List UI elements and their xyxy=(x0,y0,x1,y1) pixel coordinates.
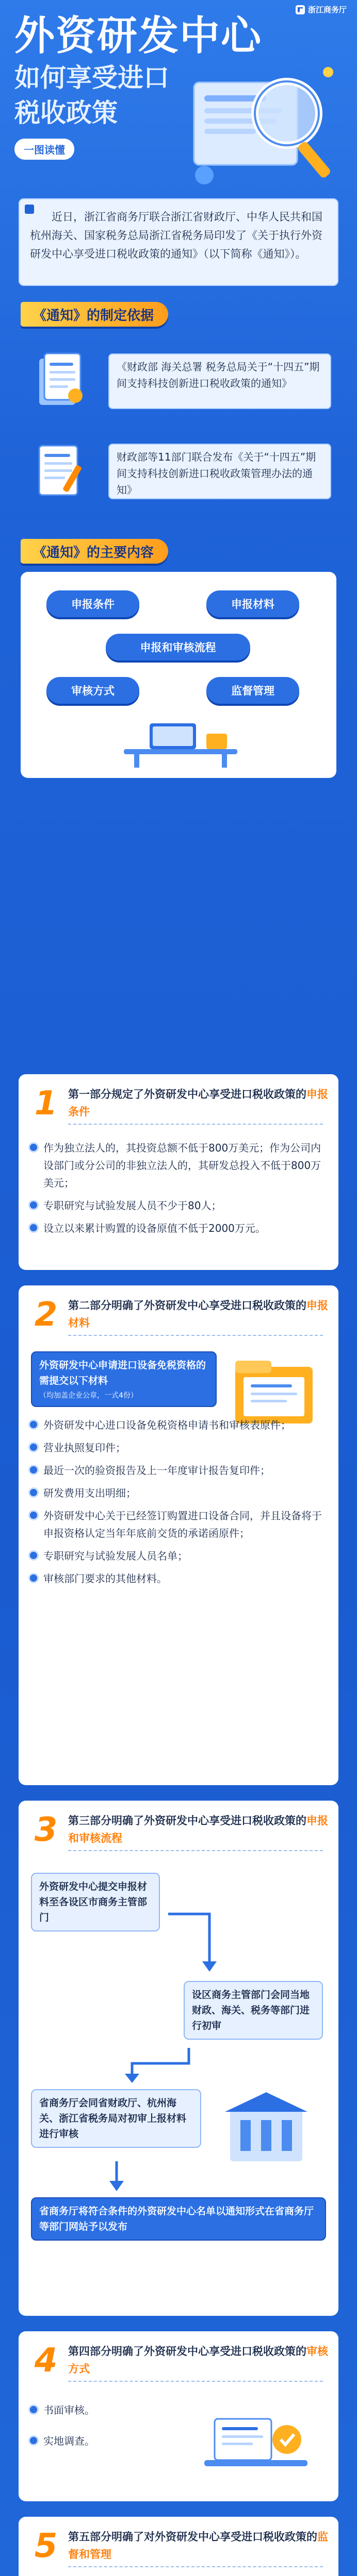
flow-step-4: 省商务厅将符合条件的外资研发中心名单以通知形式在省商务厅等部门网站予以发布 xyxy=(31,2197,326,2241)
part-number-text: 1 xyxy=(34,1084,58,1123)
content-item: 申报材料 xyxy=(206,590,299,617)
content-map-section xyxy=(0,572,357,788)
part-title-text: 第一部分规定了外资研发中心享受进口税收政策的 xyxy=(68,1088,306,1100)
part-5-card xyxy=(19,2517,338,2576)
part-2-card xyxy=(19,1285,338,1785)
arrow-down-icon xyxy=(101,2161,132,2192)
part-3-header xyxy=(19,1801,338,1857)
document-stack-icon xyxy=(29,348,91,410)
basis-item-text: 《财政部 海关总署 税务总局关于“十四五”期间支持科技创新进口税收政策的通知》 xyxy=(108,353,331,409)
content-item: 监督管理 xyxy=(206,677,299,704)
brand-logo xyxy=(296,4,347,15)
bullet-item: 作为独立法人的，其投资总额不低于800万美元；作为公司内设部门或分公司的非独立法人的，其研发总投入不低于800万美元； xyxy=(19,1139,338,1192)
content-item: 申报和审核流程 xyxy=(106,634,250,660)
content-item: 申报条件 xyxy=(46,590,139,617)
content-heading: 《通知》的主要内容 xyxy=(21,539,168,564)
part-4-number xyxy=(30,2341,62,2381)
part-title-text: 第五部分明确了对外资研发中心享受进口税收政策的 xyxy=(68,2531,317,2543)
bullet-item: 研发费用支出明细； xyxy=(19,1484,338,1502)
hero-title-sub-1: 如何享受进口 xyxy=(14,62,169,93)
flow-step-1: 外资研发中心提交申报材料至各设区市商务主管部门 xyxy=(31,1873,160,1931)
document-pen-icon xyxy=(29,438,91,500)
basis-section xyxy=(0,335,357,531)
hero-title-sub-2: 税收政策 xyxy=(14,98,118,128)
hero-title-main: 外资研发中心 xyxy=(14,13,263,59)
basis-heading-row xyxy=(0,294,357,335)
part-title-text: 第二部分明确了外资研发中心享受进口税收政策的 xyxy=(68,1299,306,1312)
part-5-title xyxy=(68,2528,328,2563)
intro-paragraph: 近日，浙江省商务厅联合浙江省财政厅、中华人民共和国杭州海关、国家税务总局浙江省税务局印发了《关于执行外资研发中心享受进口税收政策的通知》（以下简称《通知》）。 xyxy=(19,198,338,286)
flow-step-2: 设区商务主管部门会同当地财政、海关、税务等部门进行初审 xyxy=(184,1981,323,2040)
bullet-item: 外资研发中心关于已经签订购置进口设备合同，并且设备将于申报资格认定当年年底前交货的承诺函原件； xyxy=(19,1507,338,1542)
part-title-highlight: 监督和管理 xyxy=(68,2531,328,2561)
review-desk-illustration xyxy=(194,2398,318,2486)
read-tag: 一图读懂 xyxy=(14,139,74,160)
flow-step-3: 省商务厅会同省财政厅、杭州海关、浙江省税务局对初审上报材料进行审核 xyxy=(31,2089,201,2148)
part-number-text: 4 xyxy=(34,2342,58,2380)
brand-logo-icon xyxy=(296,5,305,14)
part-1-card xyxy=(19,1074,338,1270)
part-number-text: 3 xyxy=(34,1811,58,1849)
bullet-item: 书面审核。 xyxy=(19,2401,338,2419)
bullet-item: 营业执照复印件； xyxy=(19,1439,338,1456)
basis-heading: 《通知》的制定依据 xyxy=(21,302,168,327)
divider xyxy=(68,2381,323,2382)
part-3-title xyxy=(68,1812,328,1847)
part-4-header xyxy=(19,2331,338,2388)
part-2-header xyxy=(19,1285,338,1342)
part-2-title xyxy=(68,1297,328,1332)
divider xyxy=(68,1335,323,1336)
bullet-item: 专职研究与试验发展人员名单； xyxy=(19,1547,338,1565)
magnifier-illustration xyxy=(173,52,344,196)
brand-logo-text: 浙江商务厅 xyxy=(307,5,347,14)
part-title-highlight: 申报条件 xyxy=(68,1088,328,1118)
part-1-bullets xyxy=(19,1131,338,1237)
part-title-highlight: 申报和审核流程 xyxy=(68,1815,328,1844)
part-4-card xyxy=(19,2331,338,2501)
basis-item xyxy=(21,345,336,417)
part-4-title xyxy=(68,2343,328,2378)
part-title-text: 第四部分明确了外资研发中心享受进口税收政策的 xyxy=(68,2345,306,2358)
part-title-highlight: 审核方式 xyxy=(68,2345,328,2375)
bullet-item: 最近一次的验资报告及上一年度审计报告复印件； xyxy=(19,1462,338,1479)
materials-badge-note: （均加盖企业公章，一式4份） xyxy=(39,1392,138,1400)
materials-badge xyxy=(31,1351,217,1407)
basis-item-text: 财政部等11部门联合发布《关于“十四五”期间支持科技创新进口税收政策管理办法的通知》 xyxy=(108,444,331,499)
part-3-card xyxy=(19,1801,338,2316)
part-2-bullets xyxy=(19,1416,338,1587)
part-1-number xyxy=(30,1083,62,1124)
part-2-number xyxy=(30,1295,62,1335)
basis-item xyxy=(21,435,336,507)
part-title-highlight: 申报材料 xyxy=(68,1299,328,1329)
arrow-left-down-icon xyxy=(122,2043,194,2084)
part-1-title xyxy=(68,1086,328,1121)
bullet-item: 设立以来累计购置的设备原值不低于2000万元。 xyxy=(19,1219,338,1237)
part-number-text: 5 xyxy=(34,2527,58,2565)
content-heading-row xyxy=(0,531,357,572)
divider xyxy=(68,2566,323,2567)
part-title-text: 第三部分明确了外资研发中心享受进口税收政策的 xyxy=(68,1815,306,1827)
divider xyxy=(68,1124,323,1125)
bullet-item: 审核部门要求的其他材料。 xyxy=(19,1570,338,1587)
part-1-header xyxy=(19,1074,338,1131)
bullet-item: 实地调查。 xyxy=(19,2432,338,2450)
part-number-text: 2 xyxy=(34,1296,58,1334)
part-5-bullets xyxy=(19,2573,338,2576)
part-5-header xyxy=(19,2517,338,2573)
part-3-number xyxy=(30,1810,62,1850)
bullet-item: 专职研究与试验发展人员不少于80人； xyxy=(19,1197,338,1214)
divider xyxy=(68,1850,323,1851)
content-map-box xyxy=(21,572,336,778)
materials-badge-title: 外资研发中心申请进口设备免税资格的需提交以下材料 xyxy=(39,1360,206,1386)
bullet-item: 外资研发中心进口设备免税资格申请书和审核表原件； xyxy=(19,1416,338,1434)
hero-section xyxy=(0,0,357,289)
building-illustration xyxy=(215,2089,318,2166)
content-item: 审核方式 xyxy=(46,677,139,704)
part-5-number xyxy=(30,2526,62,2566)
desk-illustration xyxy=(103,718,258,770)
arrow-right-down-icon xyxy=(168,1904,230,1976)
